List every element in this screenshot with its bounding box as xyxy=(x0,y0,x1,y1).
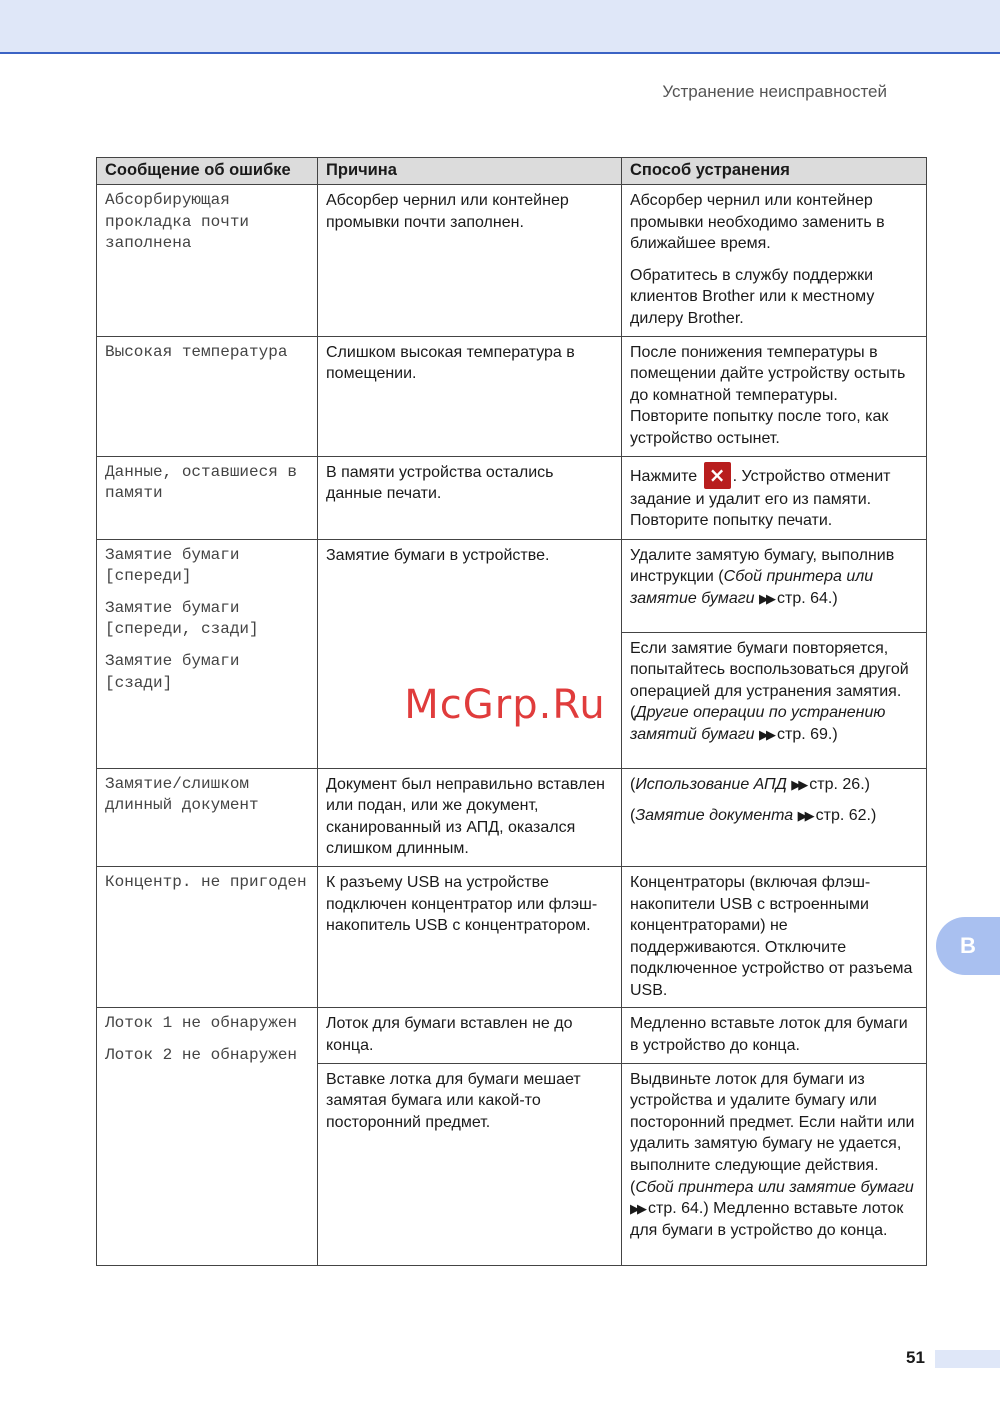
error-message: Замятие бумаги [спереди] Замятие бумаги [спереди, сзади] Замятие бумаги [сзади] xyxy=(97,539,318,768)
error-cause: Слишком высокая температура в помещении. xyxy=(318,336,622,456)
error-cause: Документ был неправильно вставлен или подан, или же документ, сканированный из АПД, оказался слишком длинным. xyxy=(318,768,622,866)
error-remedy: Удалите замятую бумагу, выполнив инструкции (Сбой принтера или замятие бумаги ▶▶ стр. 64.) xyxy=(622,539,927,632)
appendix-tab: B xyxy=(936,917,1000,975)
page-number: 51 xyxy=(906,1348,925,1367)
error-remedy: Если замятие бумаги повторяется, попытайтесь воспользоваться другой операцией для устранения замятия. (Другие операции по устранению замятий бумаги ▶▶ стр. 69.) xyxy=(622,632,927,768)
page-arrow-icon: ▶▶ xyxy=(759,726,773,742)
page-arrow-icon: ▶▶ xyxy=(791,776,806,792)
error-message: Высокая температура xyxy=(97,336,318,456)
error-message: Абсорбирующая прокладка почти заполнена xyxy=(97,185,318,337)
page-arrow-icon: ▶▶ xyxy=(630,1201,644,1217)
table-row xyxy=(97,768,927,866)
error-cause: К разъему USB на устройстве подключен концентратор или флэш-накопитель USB с концентратором. xyxy=(318,866,622,1008)
reference-link: Сбой принтера или замятие бумаги xyxy=(635,1178,914,1196)
table-row xyxy=(97,456,927,539)
reference-link: Использование АПД xyxy=(635,775,787,793)
error-message: Лоток 1 не обнаружен Лоток 2 не обнаружен xyxy=(97,1008,318,1265)
error-cause: Замятие бумаги в устройстве. xyxy=(318,539,622,768)
error-cause: Вставке лотка для бумаги мешает замятая бумага или какой-то посторонний предмет. xyxy=(318,1063,622,1265)
table-row xyxy=(97,539,927,632)
col-header-message: Сообщение об ошибке xyxy=(97,158,318,185)
error-remedy: Выдвиньте лоток для бумаги из устройства и удалите бумагу или посторонний предмет. Если найти или удалить замятую бумагу не удается, выполните следующие действия. (Сбой принтера или замятие бумаги ▶▶ стр. 64.) Медленно вставьте лоток для бумаги в устройство до конца. xyxy=(622,1063,927,1265)
col-header-remedy: Способ устранения xyxy=(622,158,927,185)
reference-link: Другие операции по устранению замятий бумаги xyxy=(630,704,886,743)
page-number-bar xyxy=(935,1350,1000,1368)
col-header-cause: Причина xyxy=(318,158,622,185)
header-band xyxy=(0,0,1000,54)
table-row xyxy=(97,185,927,337)
error-remedy: Абсорбер чернил или контейнер промывки необходимо заменить в ближайшее время. Обратитесь в службу поддержки клиентов Brother или к местному дилеру Brother. xyxy=(622,185,927,337)
error-message: Концентр. не пригоден xyxy=(97,866,318,1008)
reference-link: Сбой принтера или замятие бумаги xyxy=(630,568,874,607)
table-row xyxy=(97,1008,927,1063)
section-title: Устранение неисправностей xyxy=(662,82,887,101)
watermark: McGrp.Ru xyxy=(404,682,606,728)
error-remedy: (Использование АПД ▶▶ стр. 26.) (Замятие документа ▶▶ стр. 62.) xyxy=(622,768,927,866)
table-row xyxy=(97,866,927,1008)
error-cause: Абсорбер чернил или контейнер промывки почти заполнен. xyxy=(318,185,622,337)
table-header-row xyxy=(97,158,927,185)
error-message: Данные, оставшиеся в памяти xyxy=(97,456,318,539)
error-message: Замятие/слишком длинный документ xyxy=(97,768,318,866)
error-remedy: Нажмите × . Устройство отменит задание и удалит его из памяти. Повторите попытку печати. xyxy=(622,456,927,539)
reference-link: Замятие документа xyxy=(635,807,794,825)
cancel-x-icon: × xyxy=(704,462,731,489)
error-cause: В памяти устройства остались данные печати. xyxy=(318,456,622,539)
error-remedy: Концентраторы (включая флэш-накопители USB с встроенными концентраторами) не поддерживаются. Отключите подключенное устройство от разъема USB. xyxy=(622,866,927,1008)
table-row xyxy=(97,336,927,456)
error-remedy: Медленно вставьте лоток для бумаги в устройство до конца. xyxy=(622,1008,927,1063)
page-arrow-icon: ▶▶ xyxy=(759,590,773,606)
error-cause: Лоток для бумаги вставлен не до конца. xyxy=(318,1008,622,1063)
error-remedy: После понижения температуры в помещении дайте устройству остыть до комнатной температуры. Повторите попытку после того, как устройство остынет. xyxy=(622,336,927,456)
page-arrow-icon: ▶▶ xyxy=(797,808,812,824)
